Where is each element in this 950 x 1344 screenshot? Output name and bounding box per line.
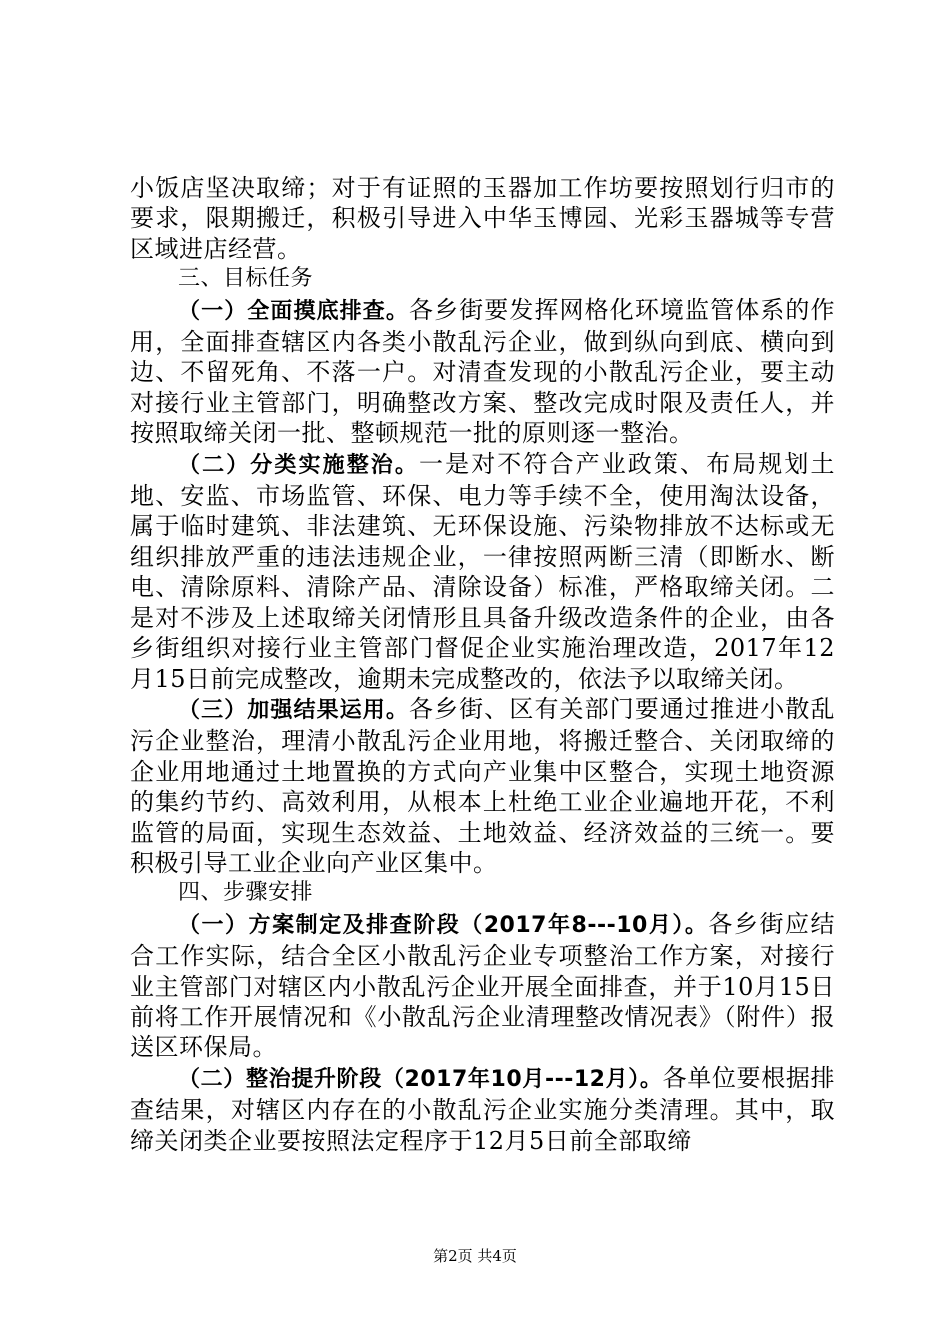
section-heading-targets: 三、目标任务 [178, 266, 314, 292]
paragraph-item-classify [130, 449, 835, 694]
document-body [130, 173, 835, 1156]
paragraph-item-results [130, 694, 835, 878]
item-lead: （三）加强结果运用。 [178, 697, 409, 723]
page-footer: 第2页 共4页 [433, 1247, 517, 1265]
item-text: 各乡街要发挥网格化环境监管体系的作用，全面排查辖区内各类小散乱污企业，做到纵向到底、横向到边、不留死角、不落一户。对清查发现的小散乱污企业，要主动对接行业主管部门，明确整改方案、整改完成时限及责任人，并按照取缔关闭一批、整顿规范一批的原则逐一整治。 [130, 295, 835, 448]
paragraph-item-rectify-stage [130, 1063, 835, 1156]
item-lead: （一）方案制定及排查阶段（2017年8---10月）。 [178, 912, 709, 938]
paragraph-continuation: 小饭店坚决取缔；对于有证照的玉器加工作坊要按照划行归市的要求，限期搬迁，积极引导进入中华玉博园、光彩玉器城等专营区域进店经营。 [130, 174, 835, 263]
section-heading-steps: 四、步骤安排 [178, 880, 314, 906]
item-text: 各乡街应结合工作实际，结合全区小散乱污企业专项整治工作方案，对接行业主管部门对辖区内小散乱污企业开展全面排查，并于10月15日前将工作开展情况和《小散乱污企业清理整改情况表》（附件）报送区环保局。 [130, 909, 835, 1062]
paragraph-item-plan-stage [130, 909, 835, 1063]
item-lead: （二）整治提升阶段（2017年10月---12月）。 [178, 1066, 663, 1092]
item-text: 各乡街、区有关部门要通过推进小散乱污企业整治，理清小散乱污企业用地，将搬迁整合、关闭取缔的企业用地通过土地置换的方式向产业集中区整合，实现土地资源的集约节约、高效利用，从根本上杜绝工业企业遍地开花，不利监管的局面，实现生态效益、土地效益、经济效益的三统一。要积极引导工业企业向产业区集中。 [130, 694, 835, 877]
item-lead: （二）分类实施整治。 [178, 452, 419, 478]
item-text: 一是对不符合产业政策、布局规划土地、安监、市场监管、环保、电力等手续不全，使用淘汰设备，属于临时建筑、非法建筑、无环保设施、污染物排放不达标或无组织排放严重的违法违规企业，一律按照两断三清（即断水、断电、清除原料、清除产品、清除设备）标准，严格取缔关闭。二是对不涉及上述取缔关闭情形且具备升级改造条件的企业，由各乡街组织对接行业主管部门督促企业实施治理改造，2017年12月15日前完成整改，逾期未完成整改的，依法予以取缔关闭。 [130, 449, 835, 693]
item-lead: （一）全面摸底排查。 [178, 298, 409, 324]
item-text: 各单位要根据排查结果，对辖区内存在的小散乱污企业实施分类清理。其中，取缔关闭类企业要按照法定程序于12月5日前全部取缔 [130, 1063, 836, 1155]
paragraph-item-survey [130, 295, 835, 449]
